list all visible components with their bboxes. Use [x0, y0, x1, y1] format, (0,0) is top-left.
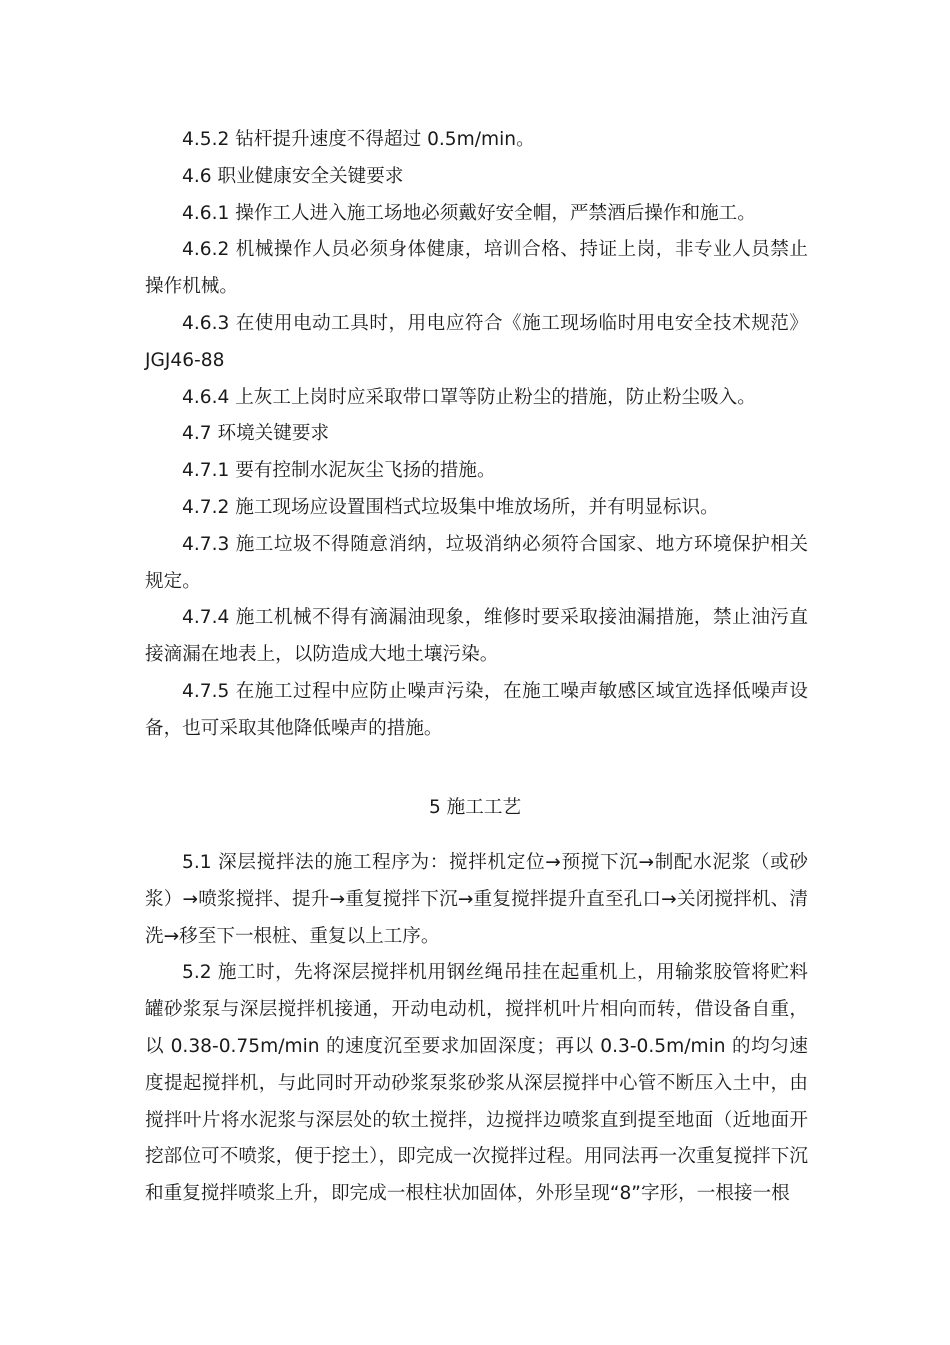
- paragraph-4-5-2: 4.5.2 钻杆提升速度不得超过 0.5m/min。: [182, 129, 535, 150]
- paragraph-4-7-3: 4.7.3 施工垃圾不得随意消纳，垃圾消纳必须符合国家、地方环境保护相关规定。: [145, 533, 808, 592]
- paragraph-5-2: 5.2 施工时，先将深层搅拌机用钢丝绳吊挂在起重机上，用输浆胶管将贮料罐砂浆泵与深层搅拌机接通，开动电动机，搅拌机叶片相向而转，借设备自重，以 0.38-0.75m/min 的速度沉至要求加固深度；再以 0.3-0.5m/min 的均匀速度提起搅拌机，与此同时开动砂浆泵浆砂浆从深层搅拌中心管不断压入土中，由搅拌叶片将水泥浆与深层处的软土搅拌，边搅拌边喷浆直到提至地面（近地面开挖部位可不喷浆，便于挖土），即完成一次搅拌过程。用同法再一次重复搅拌下沉和重复搅拌喷浆上升，即完成一根柱状加固体，外形呈现“8”字形，一根接一根: [145, 962, 808, 1205]
- section-heading-5: 5 施工工艺: [428, 796, 522, 818]
- paragraph-5-1: 5.1 深层搅拌法的施工程序为：搅拌机定位→预搅下沉→制配水泥浆（或砂浆）→喷浆搅拌、提升→重复搅拌下沉→重复搅拌提升直至孔口→关闭搅拌机、清洗→移至下一根桩、重复以上工序。: [145, 851, 808, 947]
- paragraph-4-6-1: 4.6.1 操作工人进入施工场地必须戴好安全帽，严禁酒后操作和施工。: [182, 202, 756, 224]
- paragraph-4-7-1: 4.7.1 要有控制水泥灰尘飞扬的措施。: [182, 460, 496, 482]
- heading-4-6: 4.6 职业健康安全关键要求: [182, 165, 404, 187]
- paragraph-4-6-2: 4.6.2 机械操作人员必须身体健康，培训合格、持证上岗，非专业人员禁止操作机械。: [145, 239, 808, 298]
- paragraph-4-7-5: 4.7.5 在施工过程中应防止噪声污染，在施工噪声敏感区域宜选择低噪声设备，也可采取其他降低噪声的措施。: [145, 680, 808, 739]
- paragraph-4-7-4: 4.7.4 施工机械不得有滴漏油现象，维修时要采取接油漏措施，禁止油污直接滴漏在地表上，以防造成大地土壤污染。: [145, 607, 808, 666]
- document-body: [0, 122, 950, 1213]
- heading-4-7: 4.7 环境关键要求: [182, 423, 330, 445]
- paragraph-4-6-4: 4.6.4 上灰工上岗时应采取带口罩等防止粉尘的措施，防止粉尘吸入。: [182, 386, 756, 408]
- paragraph-4-6-3: 4.6.3 在使用电动工具时，用电应符合《施工现场临时用电安全技术规范》JGJ46-88: [145, 312, 808, 371]
- paragraph-4-7-2: 4.7.2 施工现场应设置围档式垃圾集中堆放场所，并有明显标识。: [182, 496, 719, 518]
